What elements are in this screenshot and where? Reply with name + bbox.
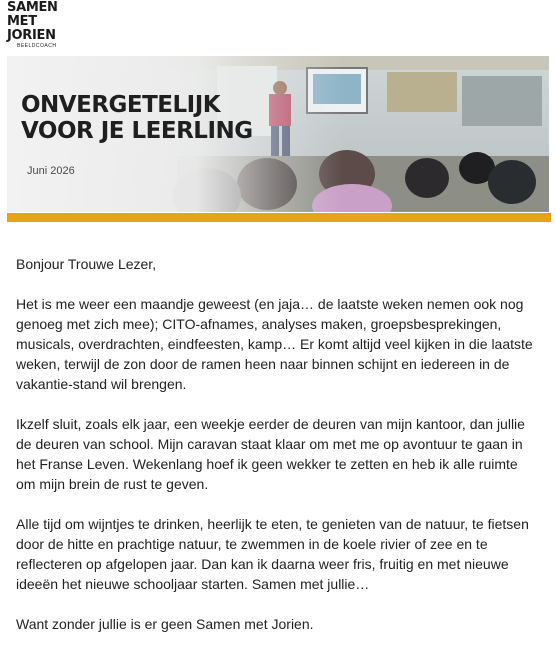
logo-line-3: JORIEN (7, 28, 56, 43)
banner-title (21, 92, 253, 144)
logo-line-1: SAMEN (7, 0, 58, 15)
newsletter-body (16, 254, 541, 654)
paragraph-1: Het is me weer een maandje geweest (en jaja… de laatste weken nemen ook nog genoeg met zich mee); CITO-afnames, analyses maken, groepsbesprekingen, musicals, overdrachten, eindfeesten, kamp… Er komt altijd veel kijken in die laatste weken, terwijl de zon door de ramen heen naar binnen schijnt en iedereen in de vakantie-stand wil brengen. (16, 296, 533, 392)
accent-bar (7, 213, 551, 222)
paragraph-3: Alle tijd om wijntjes te drinken, heerlijk te eten, te genieten van de natuur, te fietsen door de hitte en prachtige natuur, te zwemmen in de koele rivier of zee en te reflecteren op afgelopen jaar. Dan kan ik daarna weer fris, fruitig en met nieuwe ideeën het nieuwe schooljaar starten. Samen met jullie… (16, 516, 529, 592)
header-banner (7, 56, 549, 212)
logo-line-2: MET (7, 14, 37, 29)
greeting: Bonjour Trouwe Lezer, (16, 256, 157, 272)
paragraph-4: Want zonder jullie is er geen Samen met Jorien. (16, 616, 314, 632)
brand-logo[interactable] (7, 1, 58, 49)
logo-subline: BEELDCOACH (17, 43, 57, 49)
paragraph-2: Ikzelf sluit, zoals elk jaar, een weekje eerder de deuren van mijn kantoor, dan jullie de deuren van school. Mijn caravan staat klaar om met me op avontuur te gaan in het Franse Leven. Wekenlang hoef ik geen wekker te zetten en heb ik alle ruimte om mijn brein de rust te geven. (16, 416, 525, 492)
banner-title-line-1: ONVERGETELIJK (21, 92, 221, 118)
banner-date: Juni 2026 (27, 165, 75, 177)
banner-title-line-2: VOOR JE LEERLING (21, 118, 253, 144)
